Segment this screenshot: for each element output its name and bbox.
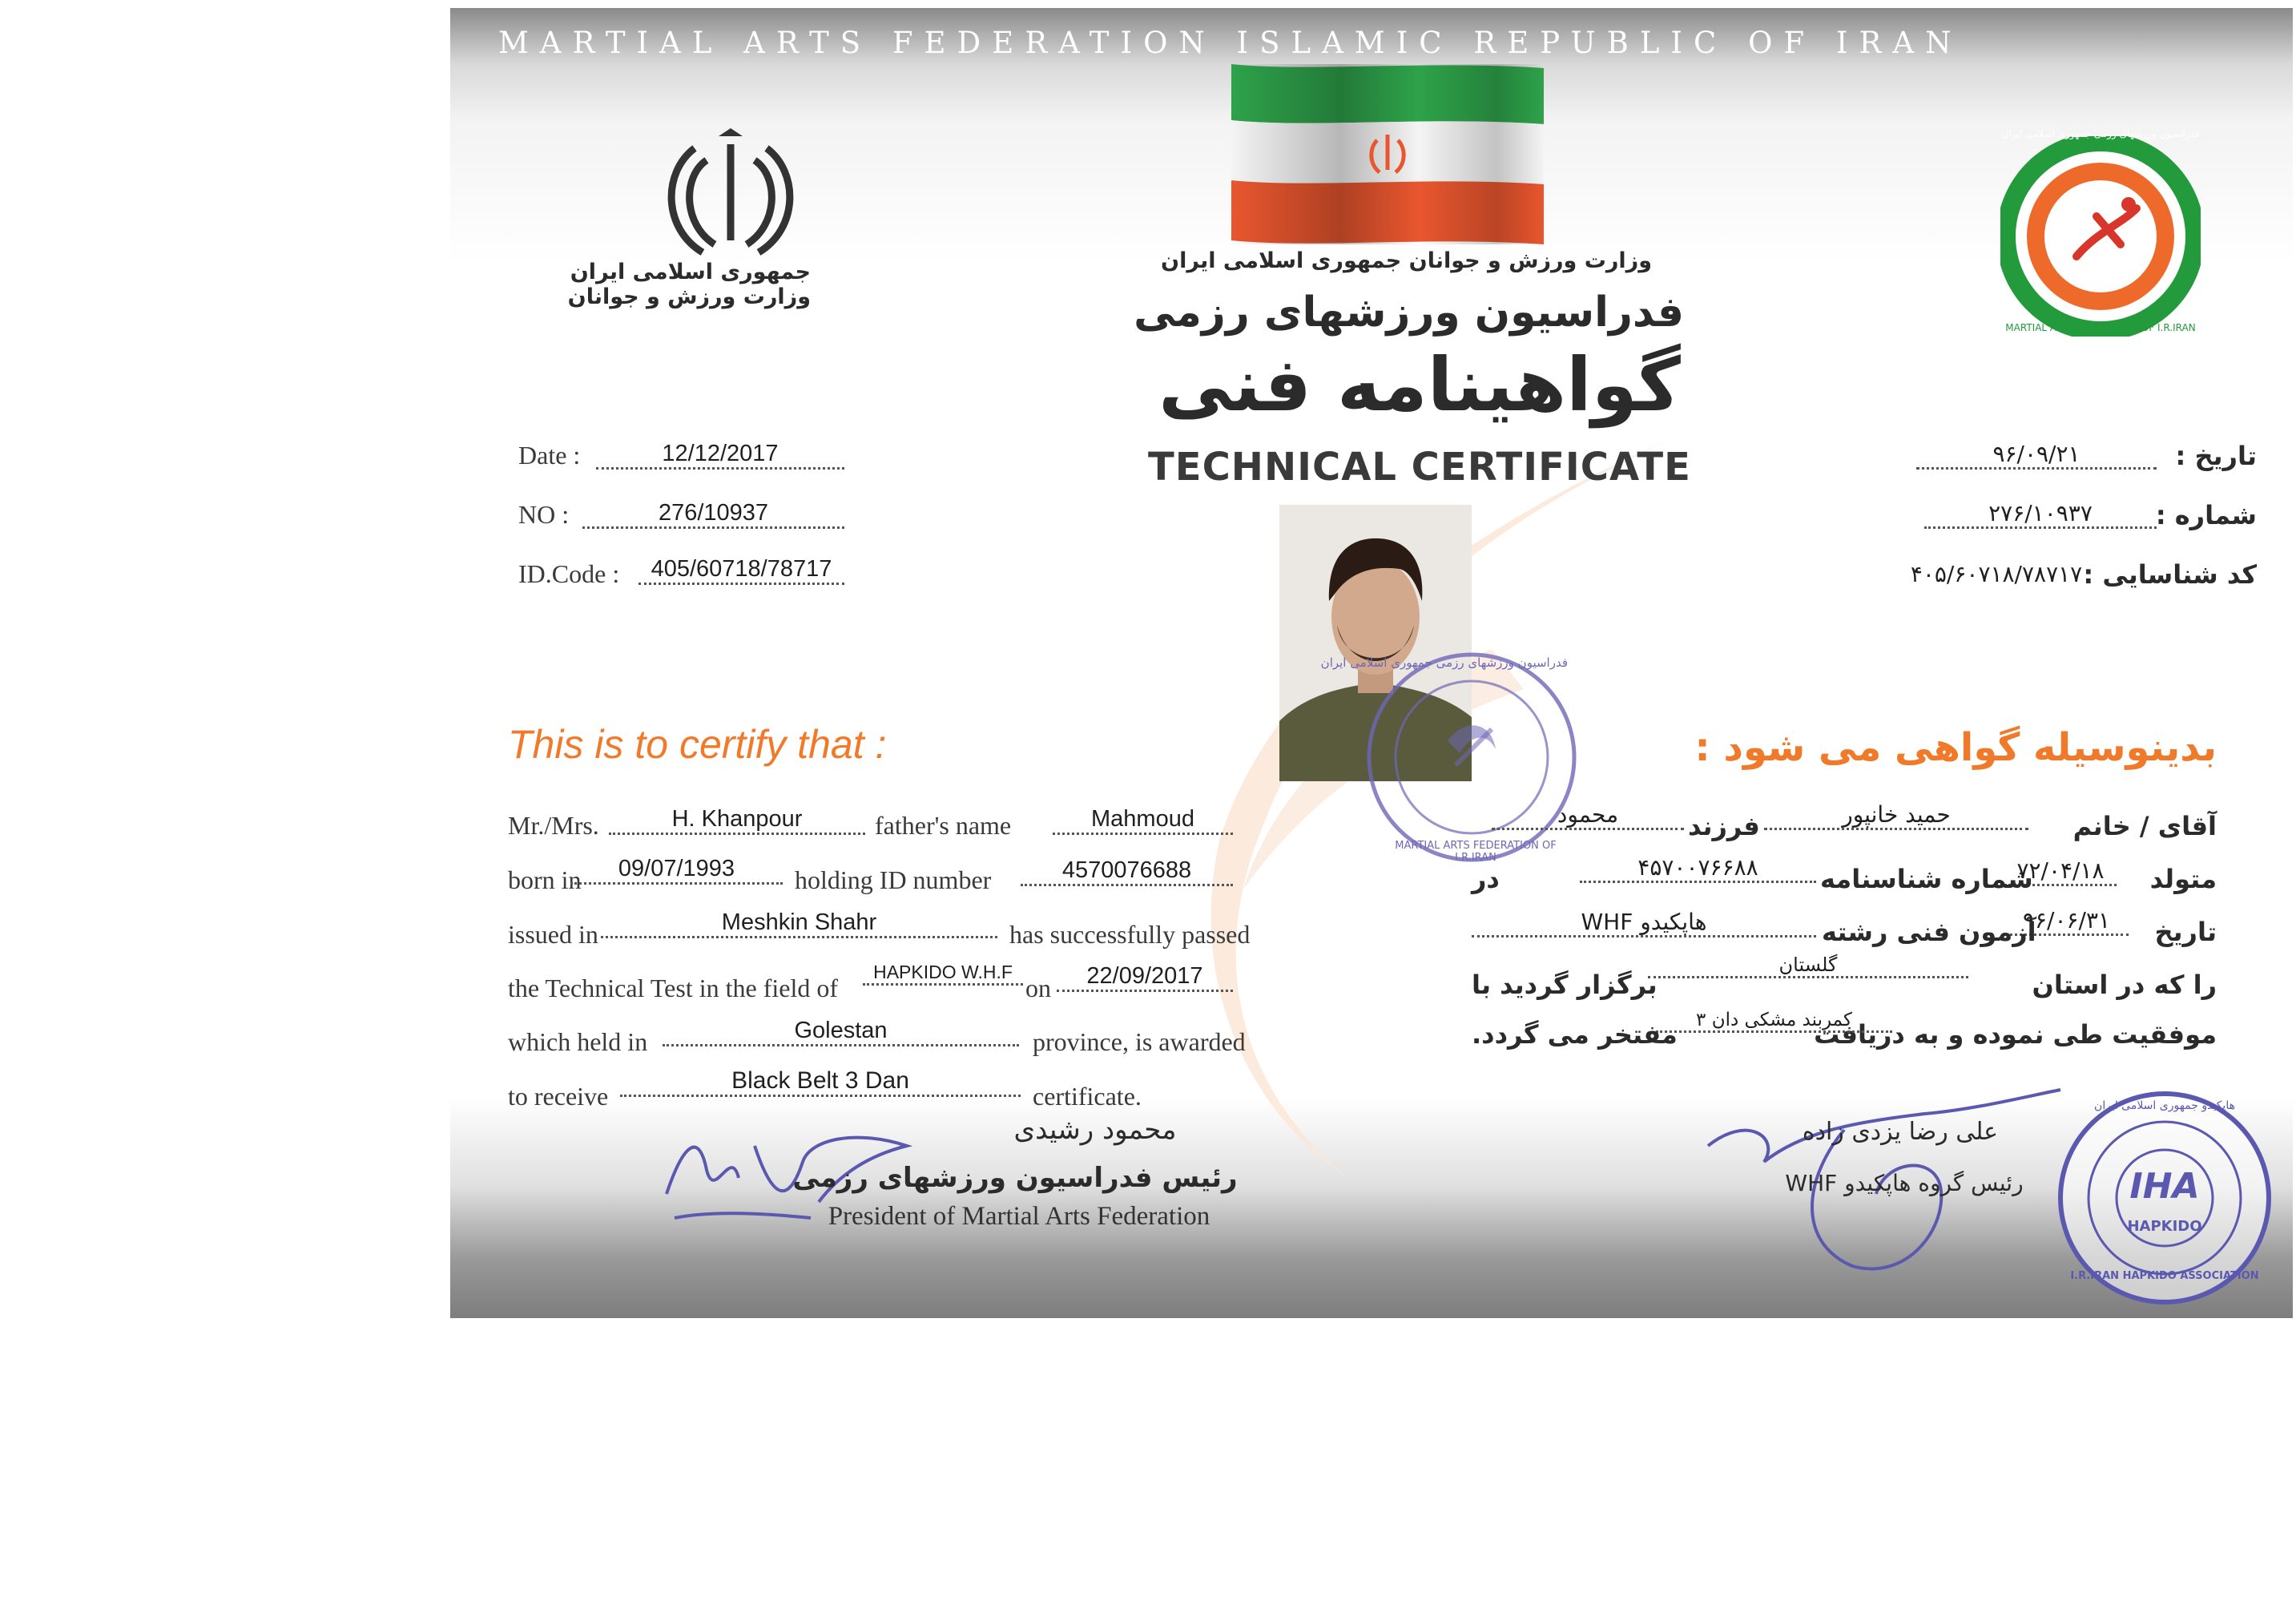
id-code-value: 405/60718/78717 [638, 556, 844, 585]
right-signer-name: علی رضا یزدی زاده [1802, 1118, 1999, 1146]
iha-seal-ring-fa: هاپکیدو جمهوری اسلامی ایران [2094, 1099, 2235, 1112]
awarded-label: province, is awarded [1033, 1027, 1246, 1056]
born-label-fa: متولد [2149, 864, 2217, 894]
federation-logo-icon [2000, 136, 2201, 337]
id-number: 4570076688 [1021, 857, 1233, 886]
on-label: on [1025, 974, 1051, 1002]
left-signer-name: محمود رشیدی [1013, 1114, 1177, 1146]
province-label-fa: را که در استان [2032, 970, 2217, 1000]
born-label: born in [508, 865, 582, 894]
emblem-line2: وزارت ورزش و جوانان [567, 284, 811, 309]
award-name: Black Belt 3 Dan [620, 1067, 1021, 1097]
province-name: Golestan [663, 1018, 1019, 1046]
test-field: HAPKIDO W.H.F [863, 962, 1023, 986]
test-date-fa: ۹۶/۰۶/۳۱ [2004, 907, 2129, 936]
father-name-fa: محمود [1492, 801, 1684, 830]
id-label-fa: شماره شناسنامه [1820, 864, 2033, 894]
mr-label: Mr./Mrs. [508, 811, 599, 840]
id-code-label-fa: کد شناسایی : [2083, 559, 2257, 590]
emblem-icon [651, 128, 811, 256]
father-name: Mahmoud [1053, 806, 1233, 835]
test-field-fa: WHF هاپکیدو [1472, 909, 1816, 938]
left-signer-title-en: President of Martial Arts Federation [828, 1202, 1210, 1231]
certify-heading-fa: بدینوسیله گواهی می شود : [1694, 725, 2217, 770]
passed-label: has successfully passed [1009, 920, 1251, 949]
no-label: NO : [518, 500, 570, 529]
logo-ring-en: MARTIAL ARTS FEDERATION OF I.R.IRAN [2005, 322, 2196, 333]
id-code-value-fa: ۴۰۵/۶۰۷۱۸/۷۸۷۱۷ [1910, 561, 2083, 587]
iran-emblem [567, 128, 811, 309]
federation-stamp-icon [1320, 645, 1584, 869]
father-label: father's name [875, 811, 1012, 840]
birth-date: 09/07/1993 [570, 856, 783, 885]
iha-seal-ring: I.R.IRAN HAPKIDO ASSOCIATION [2070, 1270, 2259, 1282]
date-value-fa: ۹۶/۰۹/۲۱ [1916, 441, 2157, 470]
test-date: 22/09/2017 [1057, 963, 1233, 992]
iran-flag-icon [1231, 64, 1544, 244]
father-label-fa: فرزند [1688, 811, 1760, 841]
birth-date-fa: ۷۲/۰۴/۱۸ [2004, 857, 2117, 886]
field-label: the Technical Test in the field of [508, 974, 838, 1002]
award-fa: کمربند مشکی دان ۳ [1656, 1010, 1892, 1033]
left-signer-title-fa: رئیس فدراسیون ورزشهای رزمی [792, 1162, 1238, 1194]
holder-name-fa: حمید خانپور [1764, 801, 2028, 830]
province-fa: گلستان [1648, 954, 1968, 978]
success-label-fa: موفقیت طی نموده و به دریافت [1814, 1019, 2217, 1050]
certificate-label: certificate. [1033, 1082, 1142, 1111]
mr-label-fa: آقای / خانم [2072, 811, 2217, 841]
certificate-title-fa: گواهینامه فنی [1158, 342, 1681, 428]
certificate [450, 8, 2293, 1318]
id-number-fa: ۴۵۷۰۰۷۶۶۸۸ [1580, 854, 1816, 883]
proud-label-fa: مفتخر می گردد. [1472, 1019, 1678, 1050]
certify-heading-en: This is to certify that : [508, 722, 887, 767]
holding-label: holding ID number [795, 865, 992, 894]
date-label-fa-2: تاریخ [2154, 917, 2217, 947]
emblem-line1: جمهوری اسلامی ایران [570, 260, 811, 284]
banner-title: MARTIAL ARTS FEDERATION ISLAMIC REPUBLIC OF IRAN [498, 26, 1963, 60]
stamp-text: فدراسیون ورزشهای رزمی جمهوری اسلامی ایران [1320, 655, 1568, 670]
no-value: 276/10937 [582, 500, 844, 529]
federation-title-fa: فدراسیون ورزشهای رزمی [1134, 288, 1684, 337]
holder-name: H. Khanpour [609, 806, 865, 835]
no-value-fa: ۲۷۶/۱۰۹۳۷ [1924, 500, 2157, 529]
in-label-fa: در [1472, 864, 1500, 894]
exam-label-fa: آزمون فنی رشته [1822, 917, 2036, 947]
no-label-fa: شماره : [2155, 500, 2257, 530]
right-signer-title: رئیس گروه هاپکیدو WHF [1785, 1170, 2024, 1196]
date-label: Date : [518, 441, 581, 470]
iha-seal-kapkido: HAPKIDO [2127, 1218, 2202, 1235]
date-value: 12/12/2017 [596, 441, 844, 470]
date-label-fa: تاریخ : [2175, 441, 2257, 471]
logo-ring-text: فدراسیون ورزشهای رزمی جمهوری اسلامی ایران [2001, 128, 2200, 139]
certificate-title-en: TECHNICAL CERTIFICATE [1148, 445, 1691, 490]
issued-place: Meshkin Shahr [601, 909, 997, 938]
iha-seal-text: IHA [2129, 1166, 2200, 1207]
receive-label: to receive [508, 1082, 609, 1111]
id-code-label: ID.Code : [518, 559, 620, 588]
held-label-fa: برگزار گردید با [1472, 970, 1658, 1000]
stamp-text-en: MARTIAL ARTS FEDERATION OF I.R.IRAN [1395, 840, 1557, 864]
held-label: which held in [508, 1027, 648, 1056]
issued-label: issued in [508, 920, 598, 949]
ministry-line: وزارت ورزش و جوانان جمهوری اسلامی ایران [1161, 248, 1652, 273]
